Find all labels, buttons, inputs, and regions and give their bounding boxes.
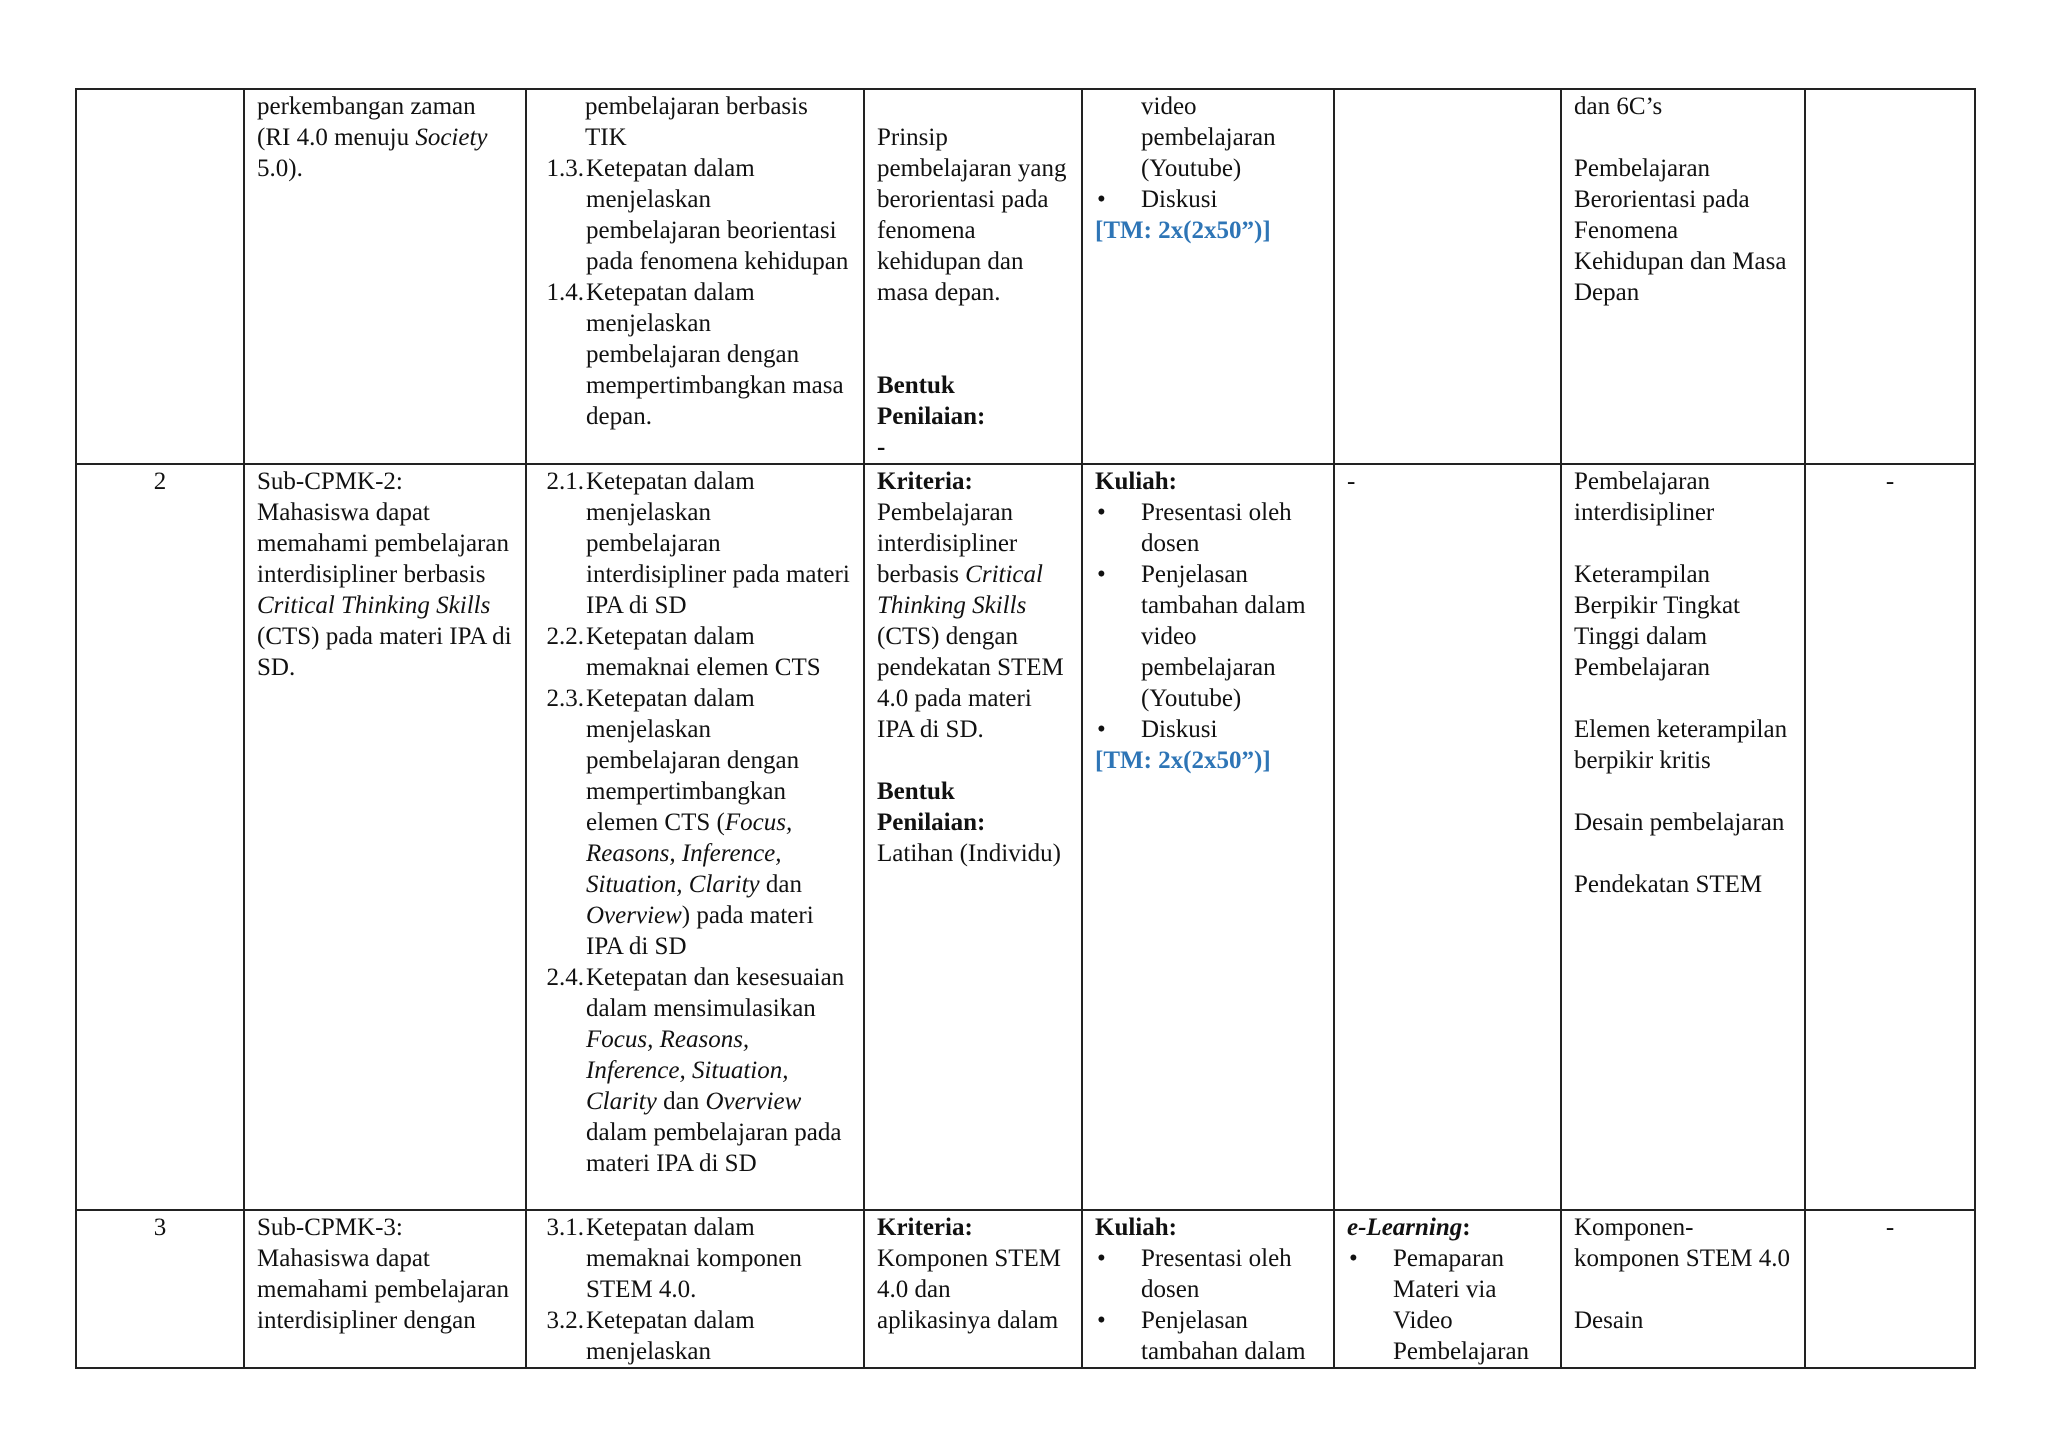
indikator-item: 3.1. Ketepatan dalam memaknai komponen STEM 4.0. [546, 1214, 802, 1303]
cell-materi [1561, 1210, 1805, 1368]
cell-metode [1082, 89, 1334, 464]
cell-materi [1561, 464, 1805, 1210]
bullet-icon [1095, 714, 1141, 745]
bullet-icon [1095, 559, 1141, 714]
indikator-item: 2.1. Ketepatan dalam menjelaskan pembelajaran interdisipliner pada materi IPA di SD [546, 468, 850, 619]
bullet-icon [1095, 1243, 1141, 1305]
materi-item: Pendekatan STEM [1574, 871, 1763, 898]
elearning-label: e-Learning: [1347, 1214, 1471, 1241]
materi-item: Komponen-komponen STEM 4.0 [1574, 1214, 1790, 1272]
materi-text: dan 6C’s [1574, 93, 1663, 120]
metode-item: • Presentasi oleh dosen [1095, 497, 1321, 559]
subcpmk-line: 5.0). [257, 155, 303, 182]
kriteria-label: Kriteria: [877, 1214, 973, 1241]
kriteria-text: Prinsip pembelajaran yang berorientasi pada fenomena kehidupan dan masa depan. [877, 124, 1067, 306]
cell-elearning [1334, 1210, 1561, 1368]
materi-item: Keterampilan Berpikir Tingkat Tinggi dalam Pembelajaran [1574, 561, 1740, 681]
subcpmk-line: (RI 4.0 menuju Society [257, 124, 488, 151]
materi-item: Elemen keterampilan berpikir kritis [1574, 716, 1788, 774]
bullet-icon [1095, 1305, 1141, 1367]
cell-kriteria [864, 464, 1082, 1210]
cell-indikator [526, 89, 864, 464]
bullet-icon [1095, 497, 1141, 559]
subcpmk-title: Sub-CPMK-2: [257, 468, 403, 495]
cell-materi [1561, 89, 1805, 464]
materi-text: Pembelajaran Berorientasi pada Fenomena Kehidupan dan Masa Depan [1574, 155, 1787, 306]
cell-kriteria [864, 1210, 1082, 1368]
rps-table [75, 88, 1976, 1369]
cell-kriteria [864, 89, 1082, 464]
kriteria-label: Kriteria: [877, 468, 973, 495]
kriteria-text: Pembelajaran interdisipliner berbasis Critical Thinking Skills (CTS) dengan pendekatan STEM 4.0 pada materi IPA di SD. [877, 499, 1064, 743]
elearning-item: • Pemaparan Materi via Video Pembelajaran [1347, 1243, 1548, 1367]
bentuk-penilaian-label: Bentuk Penilaian: [877, 372, 986, 430]
indikator-item: 1.3. Ketepatan dalam menjelaskan pembelajaran beorientasi pada fenomena kehidupan [546, 155, 849, 275]
cell-elearning [1334, 89, 1561, 464]
kuliah-label: Kuliah: [1095, 468, 1177, 495]
metode-item: • Diskusi [1095, 184, 1321, 215]
cell-subcpmk [244, 464, 526, 1210]
indikator-item: 2.3. Ketepatan dalam menjelaskan pembelajaran dengan mempertimbangkan elemen CTS (Focus, Reasons, Inference, Situation, Clarity dan Overview) pada materi IPA di SD [546, 685, 814, 960]
cell-metode [1082, 464, 1334, 1210]
indikator-item: 2.4. Ketepatan dan kesesuaian dalam mensimulasikan Focus, Reasons, Inference, Situation, Clarity dan Overview dalam pembelajaran pada materi IPA di SD [546, 964, 845, 1177]
cell-subcpmk [244, 89, 526, 464]
kriteria-text: Komponen STEM 4.0 dan aplikasinya dalam [877, 1245, 1062, 1334]
indikator-item: 3.2. Ketepatan dalam menjelaskan [546, 1307, 755, 1365]
subcpmk-desc: Mahasiswa dapat memahami pembelajaran interdisipliner berbasis Critical Thinking Skills (CTS) pada materi IPA di SD. [257, 499, 512, 681]
subcpmk-title: Sub-CPMK-3: [257, 1214, 403, 1241]
kuliah-label: Kuliah: [1095, 1214, 1177, 1241]
indikator-cont: TIK [585, 124, 627, 151]
tm-label: [TM: 2x(2x50”)] [1095, 217, 1271, 244]
cell-bobot: - [1805, 464, 1975, 1210]
table-row [76, 464, 1975, 1210]
metode-item: • Diskusi [1095, 714, 1321, 745]
bentuk-penilaian-value: - [877, 434, 886, 461]
indikator-item: 1.4. Ketepatan dalam menjelaskan pembelajaran dengan mempertimbangkan masa depan. [546, 279, 844, 430]
cell-indikator [526, 464, 864, 1210]
materi-item: Desain [1574, 1307, 1644, 1334]
metode-item: • Penjelasan tambahan dalam [1095, 1305, 1321, 1367]
cell-no: 2 [76, 464, 244, 1210]
cell-metode [1082, 1210, 1334, 1368]
metode-cont: video pembelajaran (Youtube) [1141, 93, 1276, 182]
indikator-cont: pembelajaran berbasis [585, 93, 808, 120]
materi-item: Desain pembelajaran [1574, 809, 1785, 836]
bullet-icon [1095, 184, 1141, 215]
table-row [76, 1210, 1975, 1368]
subcpmk-desc: Mahasiswa dapat memahami pembelajaran interdisipliner dengan [257, 1245, 509, 1334]
subcpmk-line: perkembangan zaman [257, 93, 476, 120]
cell-elearning: - [1334, 464, 1561, 1210]
cell-bobot: - [1805, 1210, 1975, 1368]
cell-no: 3 [76, 1210, 244, 1368]
bentuk-penilaian-label: Bentuk Penilaian: [877, 778, 986, 836]
cell-no [76, 89, 244, 464]
bentuk-penilaian-value: Latihan (Individu) [877, 840, 1061, 867]
cell-indikator [526, 1210, 864, 1368]
table-row [76, 89, 1975, 464]
tm-label: [TM: 2x(2x50”)] [1095, 747, 1271, 774]
bullet-icon [1347, 1243, 1393, 1367]
cell-subcpmk [244, 1210, 526, 1368]
materi-item: Pembelajaran interdisipliner [1574, 468, 1715, 526]
metode-item: • Presentasi oleh dosen [1095, 1243, 1321, 1305]
metode-item: • Penjelasan tambahan dalam video pembelajaran (Youtube) [1095, 559, 1321, 714]
cell-bobot [1805, 89, 1975, 464]
indikator-item: 2.2. Ketepatan dalam memaknai elemen CTS [546, 623, 821, 681]
